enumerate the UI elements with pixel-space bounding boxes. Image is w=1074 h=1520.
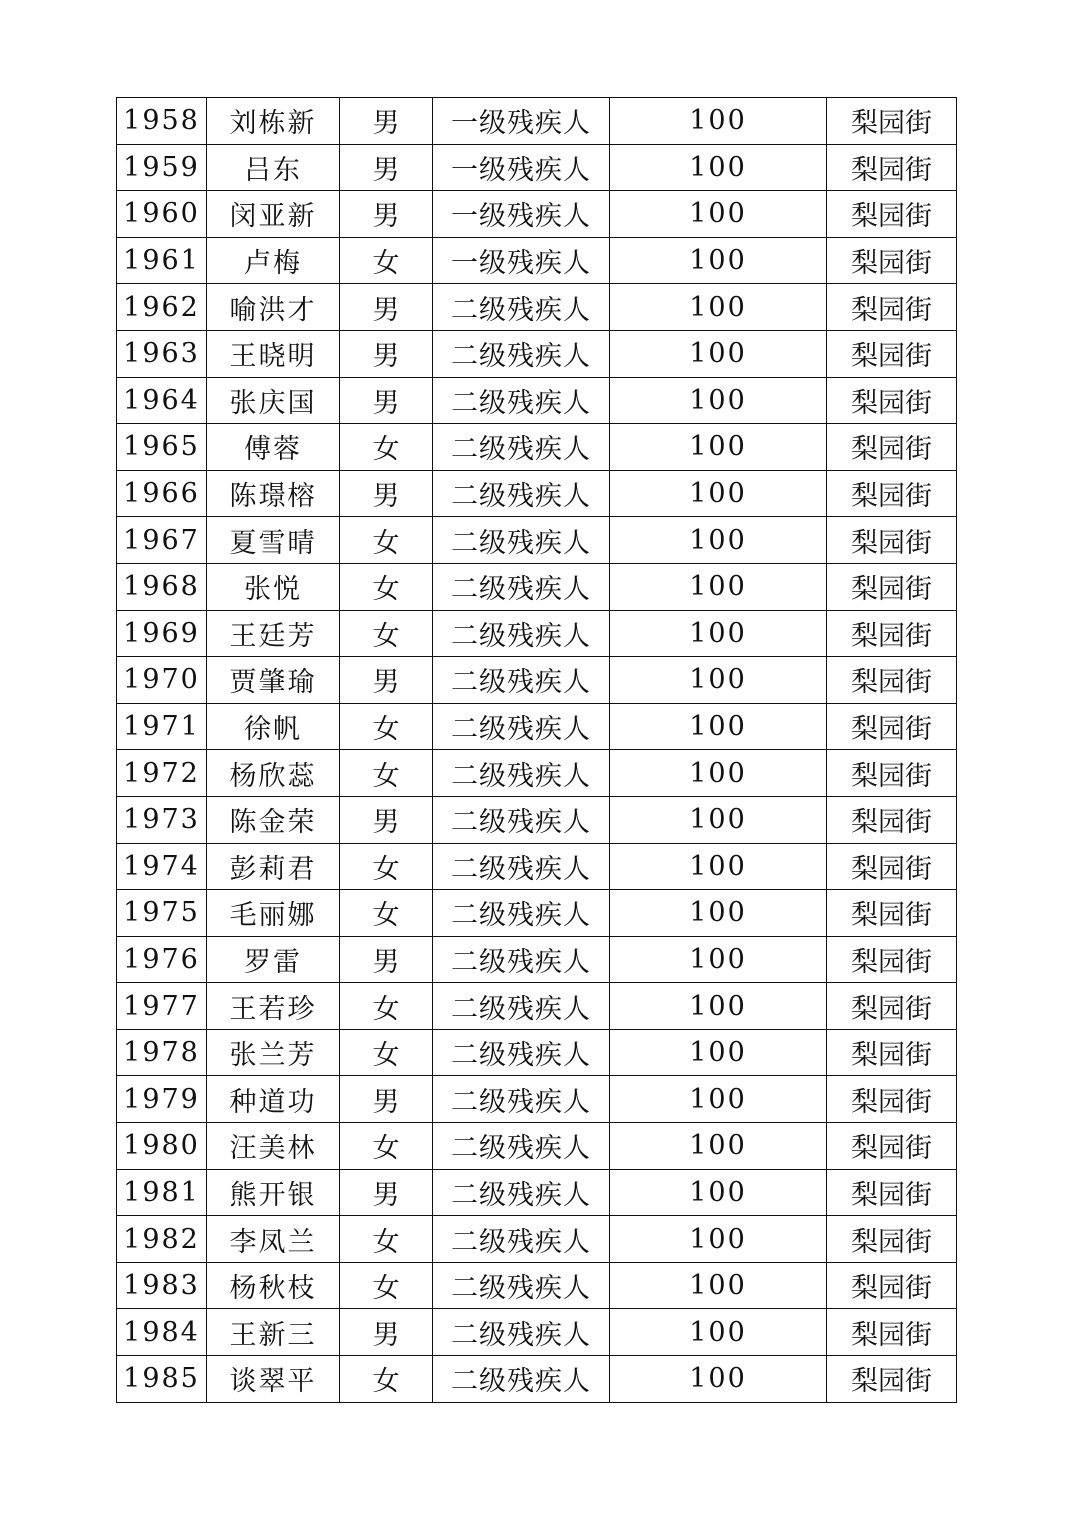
amount-cell: 100	[610, 1169, 827, 1216]
amount-cell: 100	[610, 1356, 827, 1403]
name-cell: 王新三	[207, 1309, 340, 1356]
serial-number-cell: 1960	[117, 191, 207, 238]
street-cell: 梨园街	[827, 936, 957, 983]
amount-cell: 100	[610, 1262, 827, 1309]
table-row	[117, 377, 957, 424]
table-row	[117, 144, 957, 191]
disability-level-cell: 一级残疾人	[433, 98, 610, 145]
gender-cell: 男	[340, 1169, 433, 1216]
disability-level-cell: 二级残疾人	[433, 1169, 610, 1216]
serial-number-cell: 1968	[117, 563, 207, 610]
gender-cell: 男	[340, 936, 433, 983]
serial-number-cell: 1962	[117, 284, 207, 331]
amount-cell: 100	[610, 1076, 827, 1123]
serial-number-cell: 1975	[117, 890, 207, 937]
street-cell: 梨园街	[827, 1216, 957, 1263]
street-cell: 梨园街	[827, 610, 957, 657]
table-row	[117, 470, 957, 517]
amount-cell: 100	[610, 563, 827, 610]
serial-number-cell: 1963	[117, 330, 207, 377]
serial-number-cell: 1964	[117, 377, 207, 424]
table-row	[117, 983, 957, 1030]
disability-level-cell: 一级残疾人	[433, 144, 610, 191]
name-cell: 张庆国	[207, 377, 340, 424]
serial-number-cell: 1972	[117, 750, 207, 797]
amount-cell: 100	[610, 750, 827, 797]
gender-cell: 男	[340, 284, 433, 331]
disability-level-cell: 一级残疾人	[433, 191, 610, 238]
disability-level-cell: 二级残疾人	[433, 284, 610, 331]
name-cell: 杨秋枝	[207, 1262, 340, 1309]
amount-cell: 100	[610, 1029, 827, 1076]
disability-level-cell: 二级残疾人	[433, 424, 610, 471]
table-row	[117, 1262, 957, 1309]
name-cell: 徐帆	[207, 703, 340, 750]
disability-level-cell: 二级残疾人	[433, 1076, 610, 1123]
street-cell: 梨园街	[827, 983, 957, 1030]
serial-number-cell: 1983	[117, 1262, 207, 1309]
roster-table	[116, 97, 957, 1403]
street-cell: 梨园街	[827, 1123, 957, 1170]
disability-level-cell: 二级残疾人	[433, 1123, 610, 1170]
gender-cell: 男	[340, 1076, 433, 1123]
name-cell: 陈金荣	[207, 796, 340, 843]
gender-cell: 女	[340, 750, 433, 797]
table-row	[117, 1309, 957, 1356]
serial-number-cell: 1973	[117, 796, 207, 843]
gender-cell: 男	[340, 470, 433, 517]
gender-cell: 女	[340, 610, 433, 657]
amount-cell: 100	[610, 1216, 827, 1263]
gender-cell: 男	[340, 330, 433, 377]
serial-number-cell: 1959	[117, 144, 207, 191]
serial-number-cell: 1985	[117, 1356, 207, 1403]
street-cell: 梨园街	[827, 1356, 957, 1403]
table-row	[117, 796, 957, 843]
disability-level-cell: 二级残疾人	[433, 470, 610, 517]
street-cell: 梨园街	[827, 237, 957, 284]
serial-number-cell: 1966	[117, 470, 207, 517]
table-row	[117, 98, 957, 145]
serial-number-cell: 1981	[117, 1169, 207, 1216]
name-cell: 王晓明	[207, 330, 340, 377]
gender-cell: 女	[340, 517, 433, 564]
disability-level-cell: 二级残疾人	[433, 890, 610, 937]
gender-cell: 男	[340, 191, 433, 238]
amount-cell: 100	[610, 330, 827, 377]
table-row	[117, 237, 957, 284]
amount-cell: 100	[610, 284, 827, 331]
street-cell: 梨园街	[827, 1309, 957, 1356]
serial-number-cell: 1974	[117, 843, 207, 890]
disability-level-cell: 一级残疾人	[433, 237, 610, 284]
name-cell: 李凤兰	[207, 1216, 340, 1263]
street-cell: 梨园街	[827, 890, 957, 937]
gender-cell: 女	[340, 563, 433, 610]
table-row	[117, 1356, 957, 1403]
gender-cell: 女	[340, 1029, 433, 1076]
serial-number-cell: 1980	[117, 1123, 207, 1170]
gender-cell: 男	[340, 1309, 433, 1356]
street-cell: 梨园街	[827, 1076, 957, 1123]
amount-cell: 100	[610, 191, 827, 238]
street-cell: 梨园街	[827, 517, 957, 564]
amount-cell: 100	[610, 237, 827, 284]
table-row	[117, 424, 957, 471]
table-row	[117, 563, 957, 610]
serial-number-cell: 1979	[117, 1076, 207, 1123]
name-cell: 吕东	[207, 144, 340, 191]
name-cell: 夏雪晴	[207, 517, 340, 564]
amount-cell: 100	[610, 610, 827, 657]
table-row	[117, 1123, 957, 1170]
street-cell: 梨园街	[827, 470, 957, 517]
street-cell: 梨园街	[827, 1029, 957, 1076]
serial-number-cell: 1982	[117, 1216, 207, 1263]
table-row	[117, 1029, 957, 1076]
name-cell: 谈翠平	[207, 1356, 340, 1403]
name-cell: 刘栋新	[207, 98, 340, 145]
table-row	[117, 703, 957, 750]
street-cell: 梨园街	[827, 144, 957, 191]
serial-number-cell: 1958	[117, 98, 207, 145]
name-cell: 喻洪才	[207, 284, 340, 331]
serial-number-cell: 1976	[117, 936, 207, 983]
table-row	[117, 750, 957, 797]
disability-level-cell: 二级残疾人	[433, 1216, 610, 1263]
gender-cell: 女	[340, 1262, 433, 1309]
street-cell: 梨园街	[827, 563, 957, 610]
table-row	[117, 284, 957, 331]
disability-level-cell: 二级残疾人	[433, 610, 610, 657]
name-cell: 毛丽娜	[207, 890, 340, 937]
gender-cell: 女	[340, 1356, 433, 1403]
name-cell: 陈璟榕	[207, 470, 340, 517]
street-cell: 梨园街	[827, 750, 957, 797]
name-cell: 汪美林	[207, 1123, 340, 1170]
street-cell: 梨园街	[827, 1262, 957, 1309]
street-cell: 梨园街	[827, 330, 957, 377]
name-cell: 种道功	[207, 1076, 340, 1123]
table-row	[117, 1216, 957, 1263]
gender-cell: 女	[340, 1216, 433, 1263]
name-cell: 王廷芳	[207, 610, 340, 657]
disability-level-cell: 二级残疾人	[433, 750, 610, 797]
name-cell: 熊开银	[207, 1169, 340, 1216]
table-row	[117, 936, 957, 983]
disability-level-cell: 二级残疾人	[433, 330, 610, 377]
street-cell: 梨园街	[827, 703, 957, 750]
name-cell: 闵亚新	[207, 191, 340, 238]
table-row	[117, 191, 957, 238]
disability-level-cell: 二级残疾人	[433, 517, 610, 564]
gender-cell: 男	[340, 796, 433, 843]
disability-level-cell: 二级残疾人	[433, 1262, 610, 1309]
name-cell: 彭莉君	[207, 843, 340, 890]
name-cell: 张悦	[207, 563, 340, 610]
street-cell: 梨园街	[827, 657, 957, 704]
amount-cell: 100	[610, 796, 827, 843]
disability-level-cell: 二级残疾人	[433, 983, 610, 1030]
disability-level-cell: 二级残疾人	[433, 377, 610, 424]
street-cell: 梨园街	[827, 796, 957, 843]
disability-level-cell: 二级残疾人	[433, 1356, 610, 1403]
name-cell: 张兰芳	[207, 1029, 340, 1076]
serial-number-cell: 1967	[117, 517, 207, 564]
table-row	[117, 843, 957, 890]
amount-cell: 100	[610, 424, 827, 471]
name-cell: 杨欣蕊	[207, 750, 340, 797]
amount-cell: 100	[610, 936, 827, 983]
table-row	[117, 517, 957, 564]
table-row	[117, 657, 957, 704]
gender-cell: 男	[340, 144, 433, 191]
serial-number-cell: 1978	[117, 1029, 207, 1076]
table-row	[117, 890, 957, 937]
street-cell: 梨园街	[827, 98, 957, 145]
serial-number-cell: 1977	[117, 983, 207, 1030]
gender-cell: 女	[340, 424, 433, 471]
serial-number-cell: 1971	[117, 703, 207, 750]
amount-cell: 100	[610, 377, 827, 424]
amount-cell: 100	[610, 1309, 827, 1356]
serial-number-cell: 1961	[117, 237, 207, 284]
disability-level-cell: 二级残疾人	[433, 796, 610, 843]
disability-level-cell: 二级残疾人	[433, 703, 610, 750]
name-cell: 傅蓉	[207, 424, 340, 471]
amount-cell: 100	[610, 517, 827, 564]
roster-body	[117, 98, 957, 1403]
amount-cell: 100	[610, 1123, 827, 1170]
disability-level-cell: 二级残疾人	[433, 657, 610, 704]
amount-cell: 100	[610, 890, 827, 937]
name-cell: 贾肇瑜	[207, 657, 340, 704]
disability-level-cell: 二级残疾人	[433, 563, 610, 610]
amount-cell: 100	[610, 843, 827, 890]
amount-cell: 100	[610, 703, 827, 750]
gender-cell: 女	[340, 983, 433, 1030]
name-cell: 罗雷	[207, 936, 340, 983]
amount-cell: 100	[610, 983, 827, 1030]
amount-cell: 100	[610, 657, 827, 704]
serial-number-cell: 1984	[117, 1309, 207, 1356]
amount-cell: 100	[610, 144, 827, 191]
gender-cell: 男	[340, 98, 433, 145]
serial-number-cell: 1969	[117, 610, 207, 657]
table-row	[117, 1076, 957, 1123]
street-cell: 梨园街	[827, 191, 957, 238]
gender-cell: 女	[340, 703, 433, 750]
gender-cell: 女	[340, 237, 433, 284]
street-cell: 梨园街	[827, 377, 957, 424]
gender-cell: 男	[340, 377, 433, 424]
disability-level-cell: 二级残疾人	[433, 1309, 610, 1356]
street-cell: 梨园街	[827, 424, 957, 471]
table-row	[117, 330, 957, 377]
amount-cell: 100	[610, 470, 827, 517]
table-row	[117, 1169, 957, 1216]
serial-number-cell: 1970	[117, 657, 207, 704]
name-cell: 卢梅	[207, 237, 340, 284]
disability-level-cell: 二级残疾人	[433, 843, 610, 890]
serial-number-cell: 1965	[117, 424, 207, 471]
disability-level-cell: 二级残疾人	[433, 936, 610, 983]
street-cell: 梨园街	[827, 1169, 957, 1216]
street-cell: 梨园街	[827, 284, 957, 331]
amount-cell: 100	[610, 98, 827, 145]
gender-cell: 女	[340, 843, 433, 890]
street-cell: 梨园街	[827, 843, 957, 890]
gender-cell: 女	[340, 1123, 433, 1170]
name-cell: 王若珍	[207, 983, 340, 1030]
disability-level-cell: 二级残疾人	[433, 1029, 610, 1076]
table-row	[117, 610, 957, 657]
gender-cell: 女	[340, 890, 433, 937]
gender-cell: 男	[340, 657, 433, 704]
